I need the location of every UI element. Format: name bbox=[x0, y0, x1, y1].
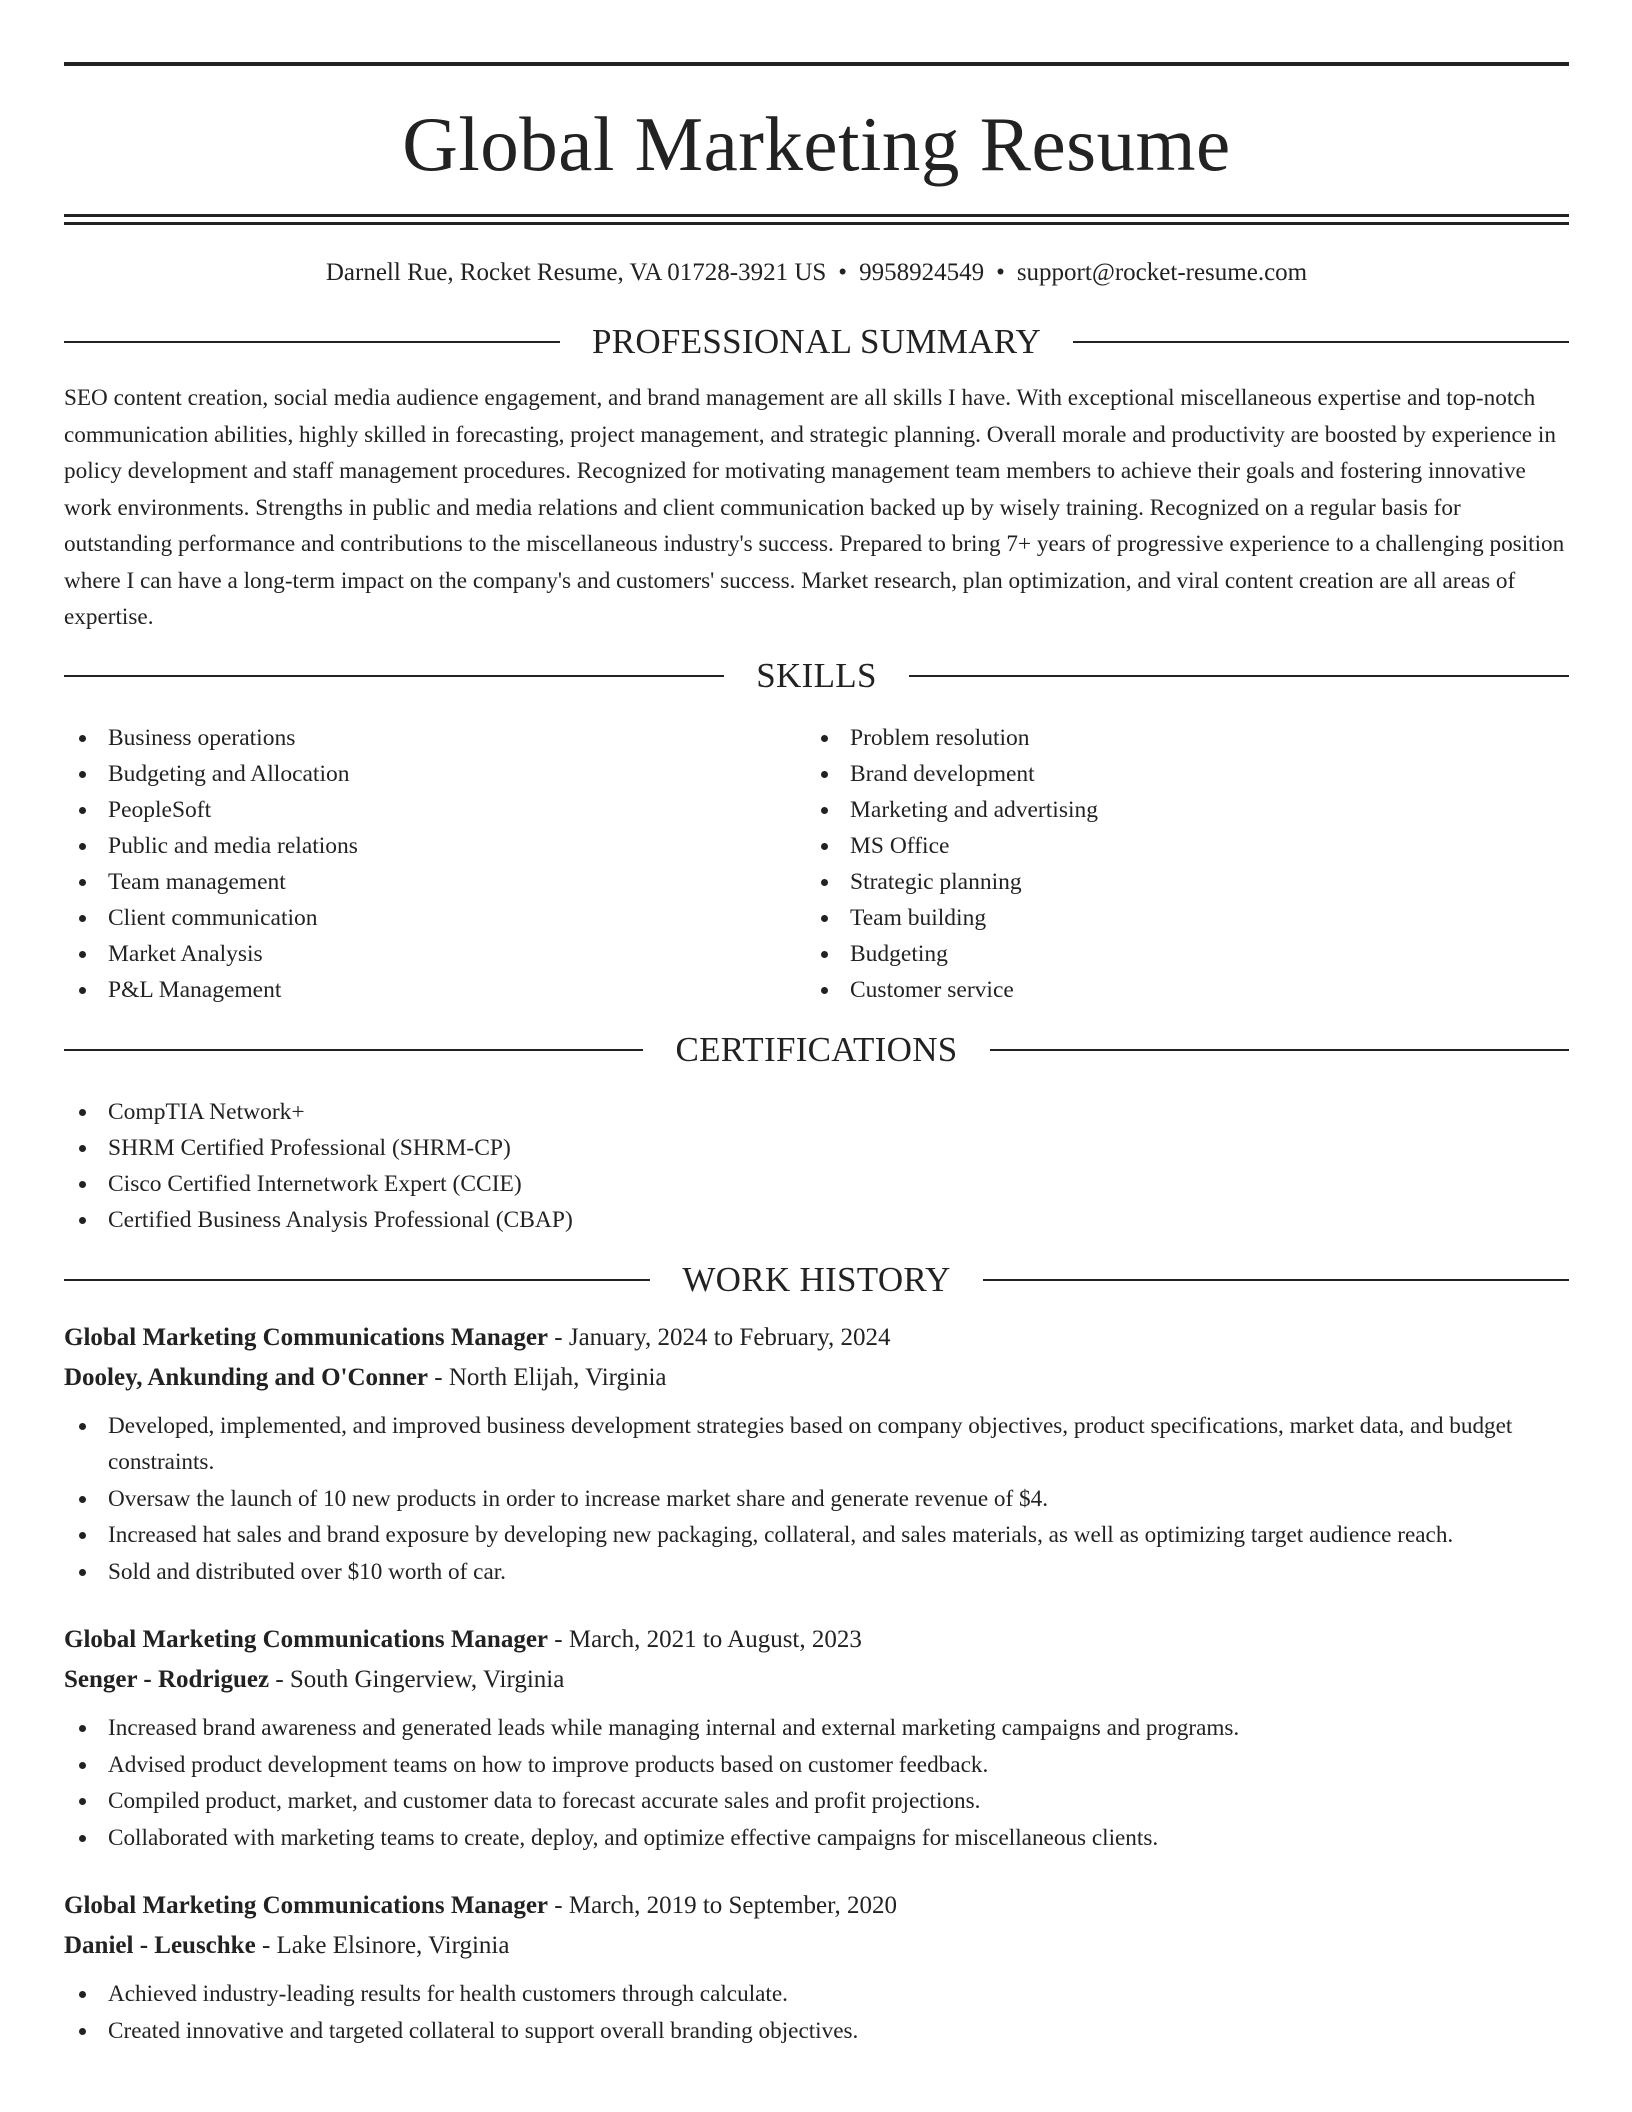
certification-item: Cisco Certified Internetwork Expert (CCIE) bbox=[64, 1166, 1569, 1202]
job-bullet: Developed, implemented, and improved business development strategies based on company objectives, product specifications, market data, and budget constraints. bbox=[64, 1408, 1569, 1481]
resume-title: Global Marketing Resume bbox=[402, 101, 1231, 187]
certifications-section-heading bbox=[64, 1030, 1569, 1070]
skill-item: Budgeting bbox=[806, 936, 1548, 972]
skill-item: Business operations bbox=[64, 720, 806, 756]
job-title: Global Marketing Communications Manager bbox=[64, 1892, 549, 1919]
contact-phone: 9958924549 bbox=[859, 259, 985, 286]
contact-separator: • bbox=[838, 259, 848, 286]
job-dates: - March, 2021 to August, 2023 bbox=[548, 1626, 862, 1653]
heading-rule bbox=[64, 675, 724, 677]
skill-item: Public and media relations bbox=[64, 828, 806, 864]
job-company: Daniel - Leuschke bbox=[64, 1932, 256, 1959]
skills-grid bbox=[64, 720, 1569, 1008]
skill-item: Team building bbox=[806, 900, 1548, 936]
summary-heading-label: PROFESSIONAL SUMMARY bbox=[591, 322, 1042, 361]
job-bullet-list bbox=[64, 1976, 1569, 2049]
job-company: Senger - Rodriguez bbox=[64, 1666, 270, 1693]
skill-item: Strategic planning bbox=[806, 864, 1548, 900]
job-bullet: Increased brand awareness and generated leads while managing internal and external marketing campaigns and programs. bbox=[64, 1710, 1569, 1747]
certifications-heading-label: CERTIFICATIONS bbox=[675, 1029, 958, 1069]
heading-rule bbox=[983, 1279, 1569, 1281]
job-title-line bbox=[64, 1318, 1569, 1358]
job-title-line bbox=[64, 1620, 1569, 1660]
job-company-line bbox=[64, 1358, 1569, 1398]
job-bullet-list bbox=[64, 1408, 1569, 1591]
job-bullet: Achieved industry-leading results for health customers through calculate. bbox=[64, 1976, 1569, 2013]
summary-paragraph: SEO content creation, social media audience engagement, and brand management are all skills I have. With exceptional miscellaneous expertise and top-notch communication abilities, highly skilled in forecasting, project management, and strategic planning. Overall morale and productivity are boosted by experience in policy development and staff management procedures. Recognized for motivating management team members to achieve their goals and fostering innovative work environments. Strengths in public and media relations and client communication backed up by wisely training. Recognized on a regular basis for outstanding performance and contributions to the miscellaneous industry's success. Prepared to bring 7+ years of progressive experience to a challenging position where I can have a long-term impact on the company's and customers' success. Market research, plan optimization, and viral content creation are all areas of expertise. bbox=[64, 385, 1565, 630]
heading-rule bbox=[64, 1279, 650, 1281]
job-company: Dooley, Ankunding and O'Conner bbox=[64, 1363, 429, 1391]
skill-item: P&L Management bbox=[64, 972, 806, 1008]
contact-separator: • bbox=[996, 259, 1005, 286]
certification-item: SHRM Certified Professional (SHRM-CP) bbox=[64, 1130, 1569, 1166]
job-location: - Lake Elsinore, Virginia bbox=[255, 1932, 510, 1959]
heading-rule bbox=[909, 675, 1569, 677]
skill-item: Marketing and advertising bbox=[806, 792, 1548, 828]
skills-list-left bbox=[64, 720, 806, 1008]
contact-address: Darnell Rue, Rocket Resume, VA 01728-3921 US bbox=[325, 259, 827, 286]
skill-item: Customer service bbox=[806, 972, 1548, 1008]
skill-item: Team management bbox=[64, 864, 806, 900]
skill-item: PeopleSoft bbox=[64, 792, 806, 828]
job-location: - North Elijah, Virginia bbox=[428, 1363, 667, 1391]
job-company-line bbox=[64, 1660, 1569, 1700]
skills-heading-label: SKILLS bbox=[756, 655, 877, 695]
certifications-list bbox=[64, 1094, 1569, 1238]
skill-item: Market Analysis bbox=[64, 936, 806, 972]
job-bullet-list bbox=[64, 1710, 1569, 1856]
job-title-line bbox=[64, 1886, 1569, 1926]
heading-rule bbox=[990, 1049, 1569, 1051]
title-double-rule bbox=[64, 214, 1569, 225]
job-dates: - January, 2024 to February, 2024 bbox=[548, 1323, 891, 1351]
skills-section-heading bbox=[64, 656, 1569, 696]
job-bullet: Collaborated with marketing teams to create, deploy, and optimize effective campaigns for miscellaneous clients. bbox=[64, 1820, 1569, 1857]
heading-rule bbox=[64, 341, 560, 343]
heading-rule bbox=[1073, 341, 1569, 343]
skills-list-right bbox=[806, 720, 1548, 1008]
job-bullet: Increased hat sales and brand exposure by developing new packaging, collateral, and sales materials, as well as optimizing target audience reach. bbox=[64, 1517, 1569, 1554]
job-entry bbox=[64, 1886, 1569, 2049]
certification-item: Certified Business Analysis Professional (CBAP) bbox=[64, 1202, 1569, 1238]
contact-line bbox=[64, 258, 1569, 288]
heading-rule bbox=[64, 1049, 643, 1051]
job-entry bbox=[64, 1318, 1569, 1591]
summary-section-heading bbox=[64, 322, 1569, 362]
job-location: - South Gingerview, Virginia bbox=[269, 1666, 565, 1693]
job-dates: - March, 2019 to September, 2020 bbox=[548, 1892, 897, 1919]
job-entry bbox=[64, 1620, 1569, 1856]
top-rule bbox=[64, 62, 1569, 66]
job-title: Global Marketing Communications Manager bbox=[64, 1626, 549, 1653]
work-history-section-heading bbox=[64, 1260, 1569, 1300]
work-history-heading-label: WORK HISTORY bbox=[682, 1259, 951, 1299]
skill-item: Brand development bbox=[806, 756, 1548, 792]
skill-item: MS Office bbox=[806, 828, 1548, 864]
resume-page bbox=[64, 62, 1569, 2049]
job-company-line bbox=[64, 1926, 1569, 1966]
job-bullet: Compiled product, market, and customer data to forecast accurate sales and profit projections. bbox=[64, 1783, 1569, 1820]
certification-item: CompTIA Network+ bbox=[64, 1094, 1569, 1130]
job-bullet: Created innovative and targeted collateral to support overall branding objectives. bbox=[64, 2013, 1569, 2050]
job-bullet: Oversaw the launch of 10 new products in order to increase market share and generate revenue of $4. bbox=[64, 1481, 1569, 1518]
contact-email: support@rocket-resume.com bbox=[1016, 259, 1308, 286]
skill-item: Budgeting and Allocation bbox=[64, 756, 806, 792]
job-title: Global Marketing Communications Manager bbox=[64, 1323, 549, 1351]
job-bullet: Sold and distributed over $10 worth of car. bbox=[64, 1554, 1569, 1591]
skill-item: Client communication bbox=[64, 900, 806, 936]
skill-item: Problem resolution bbox=[806, 720, 1548, 756]
job-bullet: Advised product development teams on how to improve products based on customer feedback. bbox=[64, 1747, 1569, 1784]
